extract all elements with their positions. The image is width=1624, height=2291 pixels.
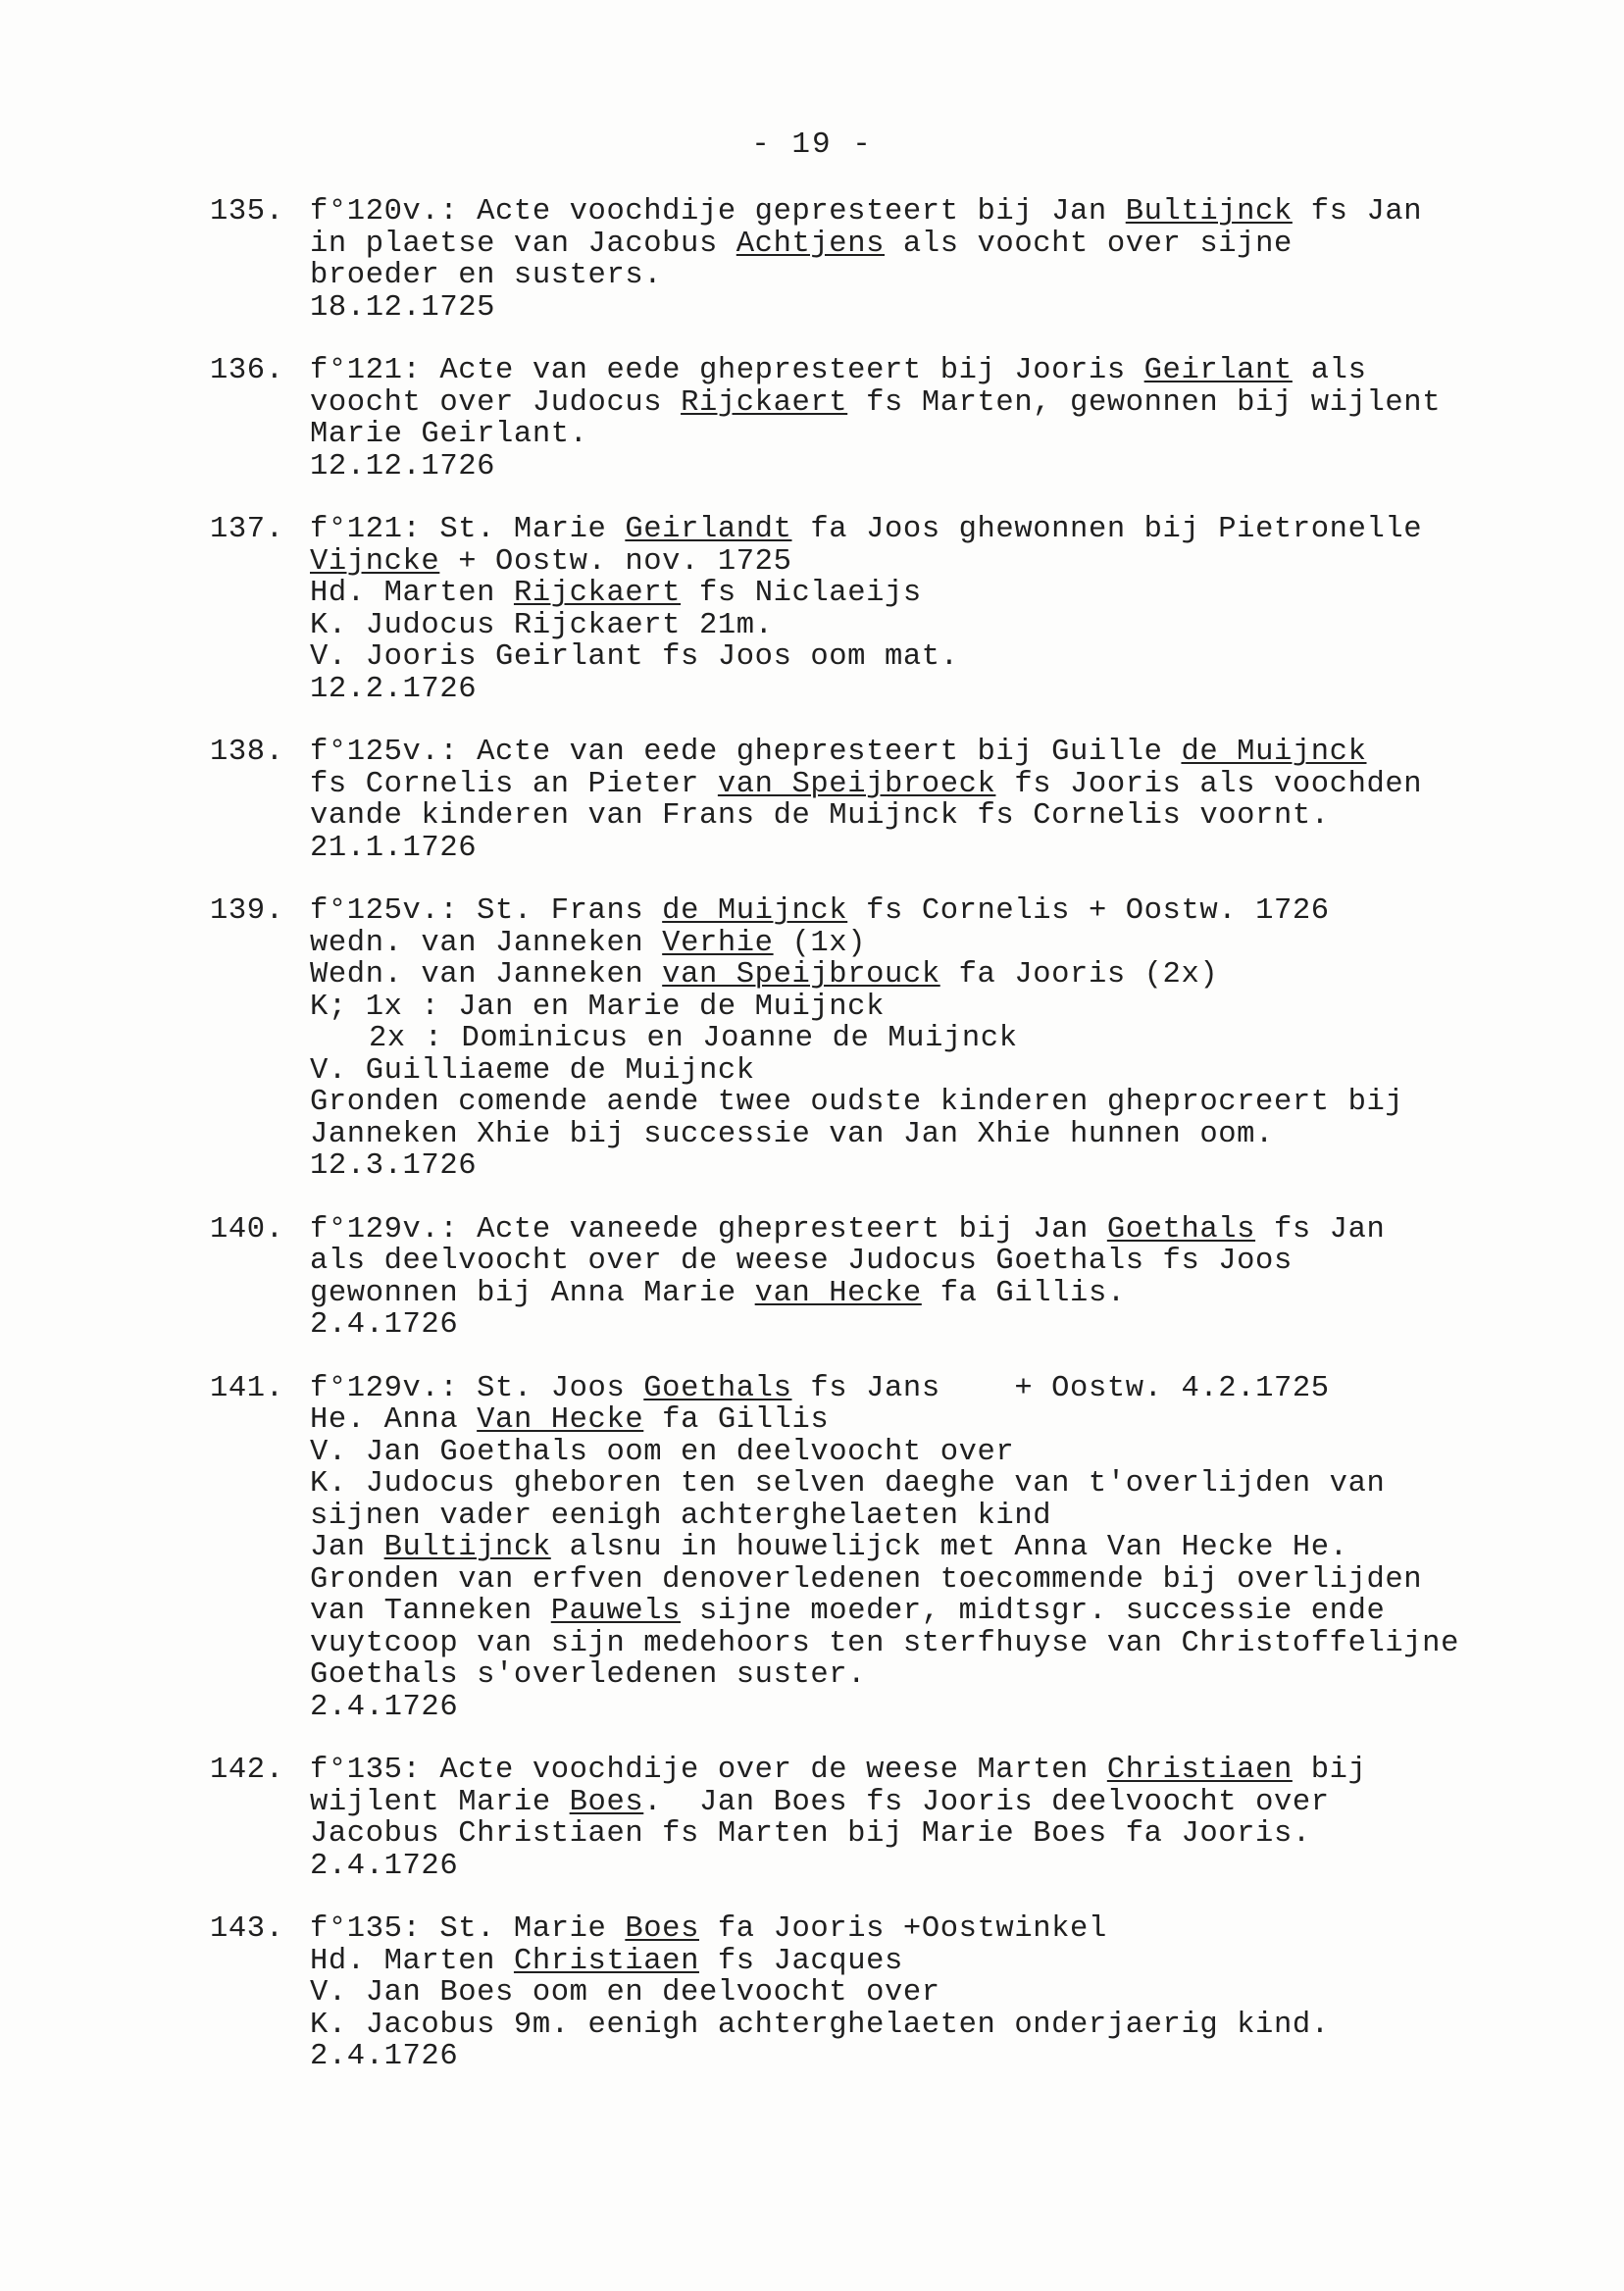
text-segment: fs Marten, gewonnen bij wijlent: [847, 385, 1442, 420]
text-segment: f°125v.: Acte van eede ghepresteert bij Guille: [310, 736, 1182, 769]
text-segment: sijne moeder, midtsgr. successie ende: [681, 1595, 1386, 1628]
text-segment: f°121: St. Marie: [310, 513, 626, 546]
entry-line: [310, 355, 1563, 387]
entry-line: [310, 1946, 1563, 1978]
text-segment: V. Jan Boes oom en deelvoocht over: [310, 1976, 940, 2010]
entry-line: [310, 992, 1563, 1024]
text-segment: K; 1x : Jan en Marie de Muijnck: [310, 990, 885, 1024]
entry-line: [310, 737, 1563, 769]
entry-line: [310, 1468, 1563, 1501]
underlined-name: Vijncke: [310, 544, 440, 579]
entry-line: [310, 1214, 1563, 1247]
entry-line: [310, 578, 1563, 610]
entry-line: [310, 1055, 1563, 1088]
text-segment: broeder en susters.: [310, 259, 663, 292]
entry-line: [310, 2041, 1563, 2073]
underlined-name: van Hecke: [754, 1276, 922, 1310]
text-segment: bij: [1292, 1754, 1367, 1787]
underlined-name: Bultijnck: [383, 1531, 551, 1564]
entry-number: 139.: [210, 894, 284, 928]
entry-line: [310, 546, 1563, 579]
text-segment: Gronden comende aende twee oudste kinderen gheprocreert bij: [310, 1086, 1404, 1119]
text-segment: als: [1292, 354, 1367, 387]
text-segment: van Tanneken: [310, 1595, 551, 1628]
text-segment: fs Cornelis an Pieter: [310, 767, 718, 801]
underlined-name: Rijckaert: [681, 385, 848, 420]
text-segment: 2.4.1726: [310, 1690, 459, 1724]
text-segment: Goethals s'overledenen suster.: [310, 1658, 867, 1692]
entry-line: [310, 1787, 1563, 1819]
underlined-name: Goethals: [1106, 1212, 1256, 1247]
text-segment: Wedn. van Janneken: [310, 958, 663, 992]
entry-line: [310, 451, 1563, 484]
entry-line: [310, 1150, 1563, 1183]
text-segment: K. Judocus gheboren ten selven daeghe van t'overlijden van: [310, 1467, 1386, 1501]
underlined-name: Geirlandt: [625, 513, 792, 546]
text-segment: vande kinderen van Frans de Muijnck fs Cornelis voornt.: [310, 799, 1330, 833]
underlined-name: de Muijnck: [1181, 736, 1367, 769]
entry-line: [310, 2010, 1563, 2042]
text-segment: Hd. Marten: [310, 577, 514, 610]
text-segment: f°121: Acte van eede ghepresteert bij Jooris: [310, 354, 1144, 387]
entry-line: [310, 800, 1563, 833]
entry-line: [310, 895, 1563, 928]
text-segment: fs Niclaeijs: [681, 577, 922, 610]
entry: [210, 514, 1563, 705]
text-segment: Marie Geirlant.: [310, 418, 588, 451]
text-segment: 2.4.1726: [310, 1849, 459, 1883]
text-segment: fs Jan: [1255, 1212, 1386, 1247]
text-segment: V. Jan Goethals oom en deelvoocht over: [310, 1435, 1015, 1469]
text-segment: fa Jooris +Oostwinkel: [698, 1912, 1107, 1946]
text-segment: 2x : Dominicus en Joanne de Muijnck: [369, 1022, 1018, 1055]
text-segment: wedn. van Janneken: [310, 926, 663, 960]
entry-line: [310, 514, 1563, 546]
text-segment: He. Anna: [310, 1403, 478, 1437]
text-segment: 2.4.1726: [310, 1308, 459, 1342]
text-segment: Jacobus Christiaen fs Marten bij Marie Boes fa Jooris.: [310, 1817, 1311, 1851]
entry: [210, 1913, 1563, 2073]
text-segment: 21.1.1726: [310, 831, 478, 865]
entry-line: [310, 292, 1563, 325]
entry-line: [310, 1532, 1563, 1564]
entry: [210, 1373, 1563, 1724]
entry-number: 138.: [210, 736, 284, 769]
entry-number: 135.: [210, 195, 284, 229]
text-segment: fs Jan: [1292, 195, 1423, 229]
entry: [210, 737, 1563, 864]
entry-line: [310, 1309, 1563, 1342]
entry-line: [310, 1373, 1563, 1405]
entry: [210, 1755, 1563, 1882]
entry-line: [310, 1023, 1563, 1055]
entry-line: [310, 1913, 1563, 1946]
underlined-name: van Speijbrouck: [662, 958, 940, 992]
entry-line: [310, 1851, 1563, 1883]
entry-number: 143.: [210, 1912, 284, 1946]
entry-list: [210, 196, 1563, 2105]
text-segment: fa Jooris (2x): [939, 958, 1219, 992]
text-segment: f°129v.: St. Joos: [310, 1371, 644, 1405]
entry-line: [310, 1501, 1563, 1533]
entry-line: [310, 1278, 1563, 1310]
underlined-name: de Muijnck: [662, 894, 848, 928]
text-segment: + Oostw. nov. 1725: [439, 544, 792, 579]
text-segment: f°120v.: Acte voochdije gepresteert bij Jan: [310, 195, 1126, 229]
underlined-name: Goethals: [643, 1371, 792, 1405]
text-segment: Jan: [310, 1531, 384, 1564]
entry-line: [310, 1659, 1563, 1692]
entry-line: [310, 1628, 1563, 1660]
text-segment: 12.2.1726: [310, 672, 478, 706]
underlined-name: Boes: [569, 1785, 644, 1819]
entry-line: [310, 959, 1563, 992]
text-segment: fs Jooris als voochden: [995, 767, 1423, 801]
underlined-name: Pauwels: [550, 1595, 682, 1628]
text-segment: fa Gillis: [643, 1403, 830, 1437]
underlined-name: Geirlant: [1143, 354, 1293, 387]
entry-line: [310, 769, 1563, 801]
entry-line: [310, 1437, 1563, 1469]
text-segment: f°129v.: Acte vaneede ghepresteert bij Jan: [310, 1212, 1107, 1247]
text-segment: fa Joos ghewonnen bij Pietronelle: [791, 513, 1423, 546]
entry-number: 141.: [210, 1371, 284, 1405]
entry-line: [310, 610, 1563, 642]
text-segment: Gronden van erfven denoverledenen toecommende bij overlijden: [310, 1562, 1423, 1597]
entry-line: [310, 1818, 1563, 1851]
page-number: - 19 -: [751, 127, 873, 162]
entry-line: [310, 1404, 1563, 1437]
underlined-name: Rijckaert: [513, 577, 682, 610]
entry-line: [310, 1119, 1563, 1151]
entry: [210, 895, 1563, 1183]
text-segment: Hd. Marten: [310, 1944, 514, 1978]
text-segment: 18.12.1725: [310, 290, 496, 325]
underlined-name: Christiaen: [513, 1944, 699, 1978]
entry-line: [310, 928, 1563, 960]
underlined-name: Boes: [625, 1912, 699, 1946]
entry: [210, 355, 1563, 483]
entry-line: [310, 229, 1563, 261]
text-segment: 2.4.1726: [310, 2040, 459, 2073]
text-segment: f°135: Acte voochdije over de weese Marten: [310, 1754, 1107, 1787]
text-segment: fs Jacques: [698, 1944, 903, 1978]
entry-line: [310, 1692, 1563, 1724]
entry-number: 136.: [210, 354, 284, 387]
text-segment: fs Jans + Oostw. 4.2.1725: [791, 1371, 1330, 1405]
entry-line: [310, 1596, 1563, 1628]
underlined-name: Verhie: [662, 926, 774, 960]
text-segment: f°125v.: St. Frans: [310, 894, 663, 928]
text-segment: in plaetse van Jacobus: [310, 227, 736, 261]
entry-line: [310, 1755, 1563, 1787]
entry-line: [310, 833, 1563, 865]
underlined-name: Christiaen: [1106, 1754, 1293, 1787]
text-segment: als voocht over sijne: [885, 227, 1293, 261]
text-segment: vuytcoop van sijn medehoors ten sterfhuyse van Christoffelijne: [310, 1626, 1459, 1660]
entry-line: [310, 196, 1563, 229]
underlined-name: Van Hecke: [477, 1403, 644, 1437]
entry-line: [310, 1564, 1563, 1597]
text-segment: fa Gillis.: [921, 1276, 1126, 1310]
entry-line: [310, 387, 1563, 420]
entry-line: [310, 1087, 1563, 1119]
underlined-name: van Speijbroeck: [717, 767, 996, 801]
entry-line: [310, 641, 1563, 674]
text-segment: (1x): [773, 926, 867, 960]
text-segment: gewonnen bij Anna Marie: [310, 1276, 755, 1310]
text-segment: sijnen vader eenigh achterghelaeten kind: [310, 1499, 1052, 1533]
text-segment: fs Cornelis + Oostw. 1726: [847, 894, 1330, 928]
entry-line: [310, 1977, 1563, 2010]
entry-line: [310, 674, 1563, 706]
text-segment: alsnu in houwelijck met Anna Van Hecke He.: [550, 1531, 1348, 1564]
text-segment: 12.3.1726: [310, 1149, 478, 1183]
text-segment: . Jan Boes fs Jooris deelvoocht over: [643, 1785, 1330, 1819]
entry: [210, 196, 1563, 324]
underlined-name: Bultijnck: [1125, 195, 1293, 229]
text-segment: als deelvoocht over de weese Judocus Goethals fs Joos: [310, 1245, 1293, 1278]
entry: [210, 1214, 1563, 1342]
text-segment: voocht over Judocus: [310, 385, 682, 420]
entry-line: [310, 1246, 1563, 1278]
entry-line: [310, 419, 1563, 451]
entry-number: 137.: [210, 513, 284, 546]
text-segment: f°135: St. Marie: [310, 1912, 626, 1946]
text-segment: wijlent Marie: [310, 1785, 570, 1819]
text-segment: V. Jooris Geirlant fs Joos oom mat.: [310, 640, 959, 674]
text-segment: K. Jacobus 9m. eenigh achterghelaeten onderjaerig kind.: [310, 2008, 1330, 2042]
underlined-name: Achtjens: [736, 227, 886, 261]
text-segment: 12.12.1726: [310, 449, 496, 484]
text-segment: K. Judocus Rijckaert 21m.: [310, 608, 774, 642]
entry-number: 142.: [210, 1754, 284, 1787]
entry-line: [310, 260, 1563, 292]
entry-number: 140.: [210, 1212, 284, 1247]
text-segment: V. Guilliaeme de Muijnck: [310, 1053, 755, 1088]
text-segment: Janneken Xhie bij successie van Jan Xhie hunnen oom.: [310, 1117, 1274, 1151]
